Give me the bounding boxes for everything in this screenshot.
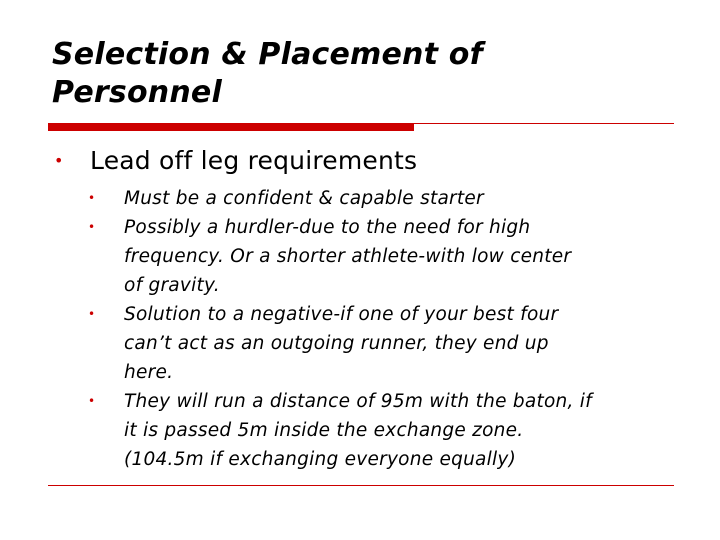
- sub-bullet-text: Must be a confident & capable starter: [124, 188, 484, 209]
- sub-bullet-list: [86, 184, 686, 474]
- sub-bullet-item: [86, 213, 686, 300]
- sub-bullet-item: [86, 184, 686, 213]
- bullet-icon: •: [88, 220, 96, 234]
- sub-bullet-text: Possibly a hurdler-due to the need for high frequency. Or a shorter athlete-with low center of gravity.: [124, 217, 572, 296]
- sub-bullet-text: They will run a distance of 95m with the baton, if it is passed 5m inside the exchange zone. (104.5m if exchanging everyone equally): [124, 391, 592, 470]
- level1-bullet-text: Lead off leg requirements: [90, 146, 418, 175]
- title-divider-thick: [48, 124, 414, 131]
- bullet-icon: •: [88, 394, 96, 408]
- bullet-icon: •: [88, 307, 96, 321]
- bullet-icon: •: [88, 191, 96, 205]
- sub-bullet-item: [86, 300, 686, 387]
- bottom-divider: [48, 485, 674, 486]
- level1-bullet-item: [54, 143, 674, 179]
- sub-bullet-text: Solution to a negative-if one of your best four can’t act as an outgoing runner, they end up here.: [124, 304, 559, 383]
- sub-bullet-item: [86, 387, 686, 474]
- slide-title: Selection & Placement of Personnel: [52, 37, 483, 110]
- bullet-icon: •: [54, 151, 64, 170]
